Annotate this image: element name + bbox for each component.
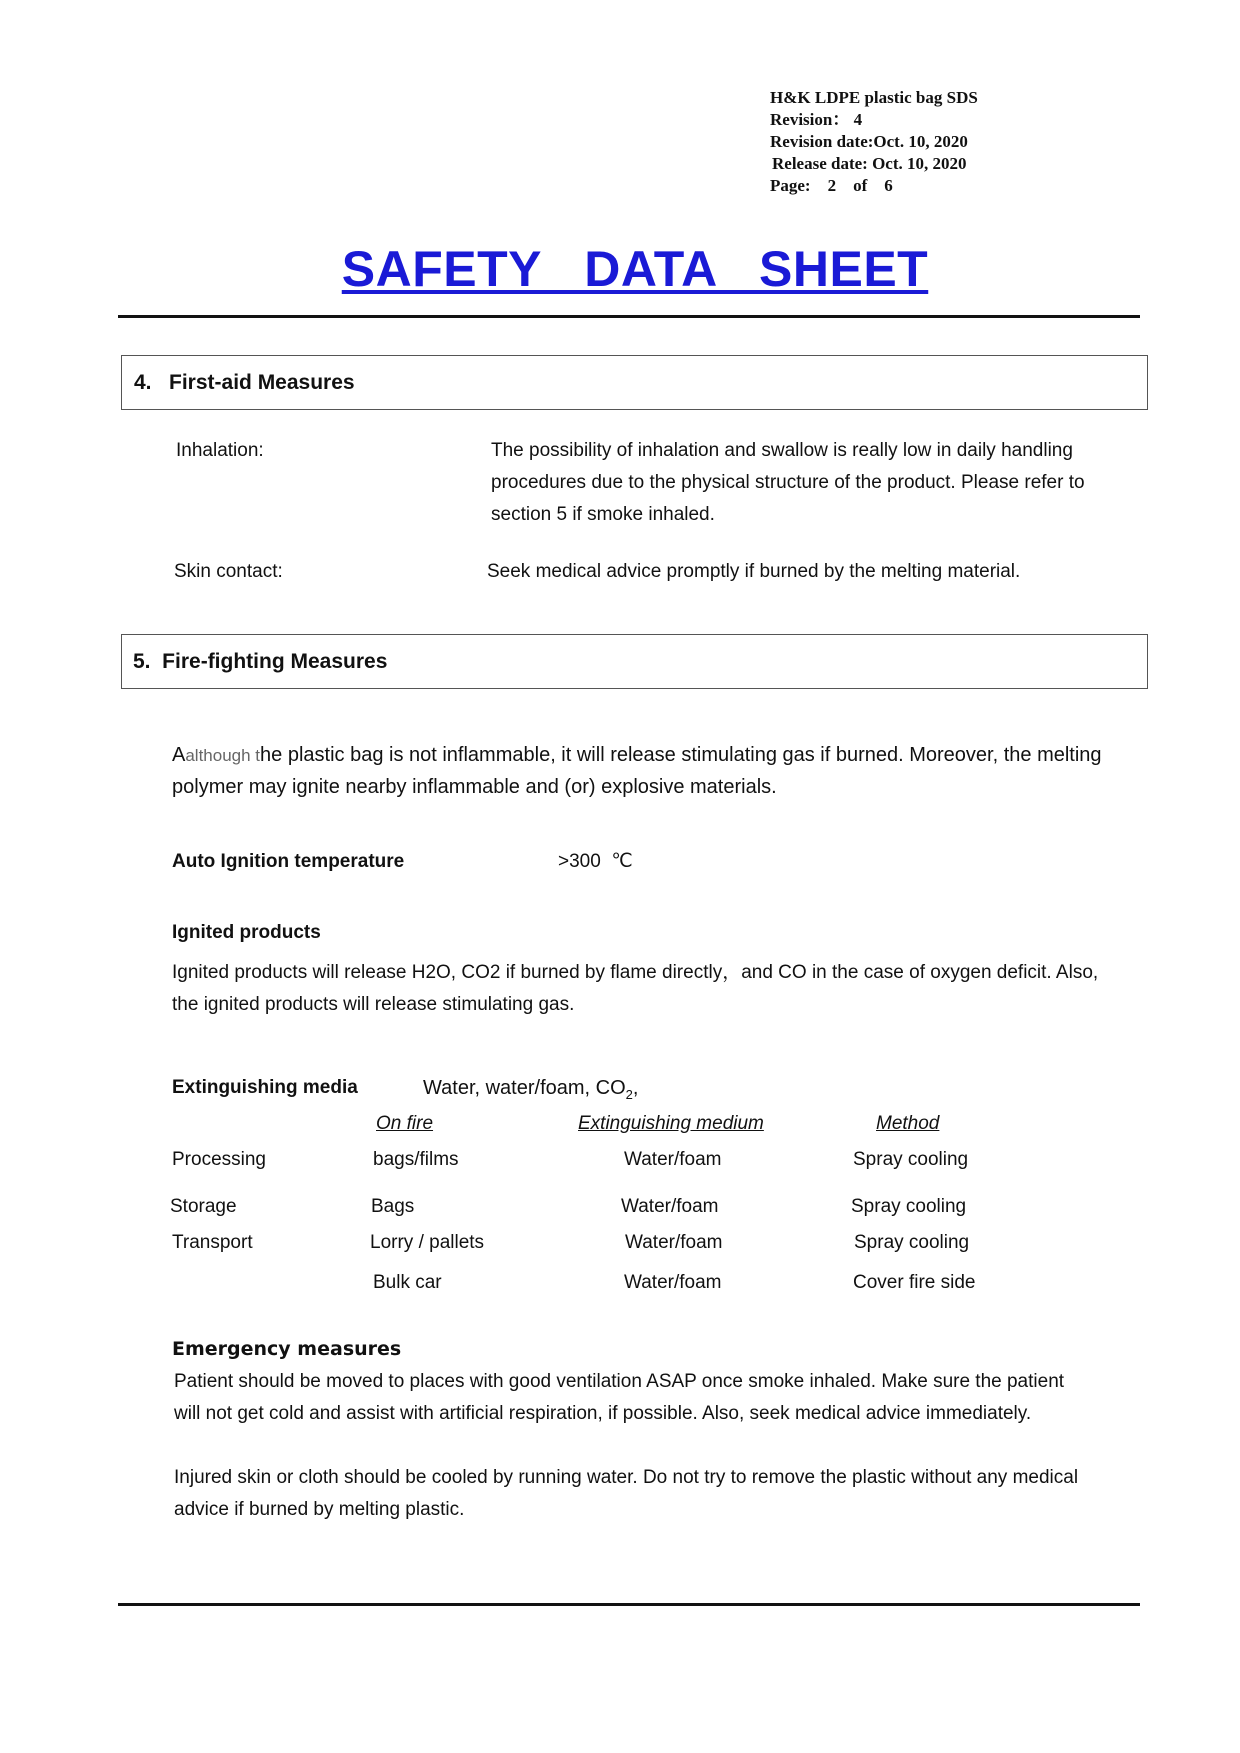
release-date: Release date: Oct. 10, 2020 xyxy=(772,154,967,173)
extinguishing-media-value xyxy=(423,1072,638,1111)
table-cell: Spray cooling xyxy=(854,1232,970,1253)
page-title: SAFETY DATA SHEET xyxy=(341,241,929,297)
column-header-on-fire: On fire xyxy=(376,1113,434,1134)
ignited-products-heading: Ignited products xyxy=(172,922,321,943)
extinguishing-media-tail: , xyxy=(632,1077,639,1099)
emergency-p2-line-2: advice if burned by melting plastic. xyxy=(174,1499,465,1520)
skin-contact-label: Skin contact: xyxy=(174,561,283,582)
section-5-header xyxy=(121,634,1148,689)
document-name: H&K LDPE plastic bag SDS xyxy=(770,88,978,107)
table-cell: Lorry / pallets xyxy=(370,1232,485,1253)
revision-date: Revision date:Oct. 10, 2020 xyxy=(770,132,968,151)
table-cell: Water/foam xyxy=(625,1232,723,1253)
skin-contact-text: Seek medical advice promptly if burned by the melting material. xyxy=(487,561,1021,582)
fire-intro-line-1 xyxy=(172,739,1102,772)
column-header-extinguishing-medium: Extinguishing medium xyxy=(578,1113,764,1134)
intro-rest: he plastic bag is not inflammable, it will release stimulating gas if burned. Moreover, the melting xyxy=(260,744,1102,766)
table-cell: Bulk car xyxy=(373,1272,442,1293)
section-5-title: 5. Fire-fighting Measures xyxy=(133,650,388,673)
inhalation-text-line-2: procedures due to the physical structure of the product. Please refer to xyxy=(491,472,1085,493)
auto-ignition-value: >300 ℃ xyxy=(558,851,633,872)
emergency-p1-line-1: Patient should be moved to places with good ventilation ASAP once smoke inhaled. Make sure the patient xyxy=(174,1371,1065,1392)
page-number: Page: 2 of 6 xyxy=(770,176,893,195)
table-cell: Transport xyxy=(172,1232,253,1253)
section-4-title: 4. First-aid Measures xyxy=(134,371,355,394)
emergency-p2-line-1: Injured skin or cloth should be cooled by running water. Do not try to remove the plastic without any medical xyxy=(174,1467,1079,1488)
table-cell: Spray cooling xyxy=(853,1149,969,1170)
title-divider xyxy=(118,315,1140,318)
table-cell: Water/foam xyxy=(624,1272,722,1293)
inhalation-text-line-1: The possibility of inhalation and swallow is really low in daily handling xyxy=(491,440,1073,461)
ignited-products-line-1: Ignited products will release H2O, CO2 if burned by flame directly，and CO in the case of oxygen deficit. Also, xyxy=(172,962,1099,983)
footer-divider xyxy=(118,1603,1140,1606)
emergency-p1-line-2: will not get cold and assist with artificial respiration, if possible. Also, seek medical advice immediately. xyxy=(174,1403,1032,1424)
table-cell: Water/foam xyxy=(624,1149,722,1170)
extinguishing-media-subscript: 2 xyxy=(625,1087,633,1102)
extinguishing-media-text: Water, water/foam, CO xyxy=(423,1077,626,1099)
intro-cap: A xyxy=(172,744,186,766)
table-cell: Storage xyxy=(170,1196,237,1217)
table-cell: bags/films xyxy=(373,1149,459,1170)
table-cell: Spray cooling xyxy=(851,1196,967,1217)
fire-intro-line-2: polymer may ignite nearby inflammable and (or) explosive materials. xyxy=(172,776,777,798)
column-header-method: Method xyxy=(876,1113,940,1134)
extinguishing-media-label: Extinguishing media xyxy=(172,1077,358,1098)
section-4-header xyxy=(121,355,1148,410)
table-cell: Cover fire side xyxy=(853,1272,976,1293)
table-cell: Bags xyxy=(371,1196,415,1217)
ignited-products-line-2: the ignited products will release stimulating gas. xyxy=(172,994,575,1015)
table-cell: Processing xyxy=(172,1149,266,1170)
auto-ignition-label: Auto Ignition temperature xyxy=(172,851,405,872)
table-cell: Water/foam xyxy=(621,1196,719,1217)
intro-small: although t xyxy=(185,746,261,765)
inhalation-text-line-3: section 5 if smoke inhaled. xyxy=(491,504,715,525)
inhalation-label: Inhalation: xyxy=(176,440,264,461)
emergency-measures-heading: Emergency measures xyxy=(172,1338,402,1360)
revision-number: Revision： 4 xyxy=(770,110,863,129)
